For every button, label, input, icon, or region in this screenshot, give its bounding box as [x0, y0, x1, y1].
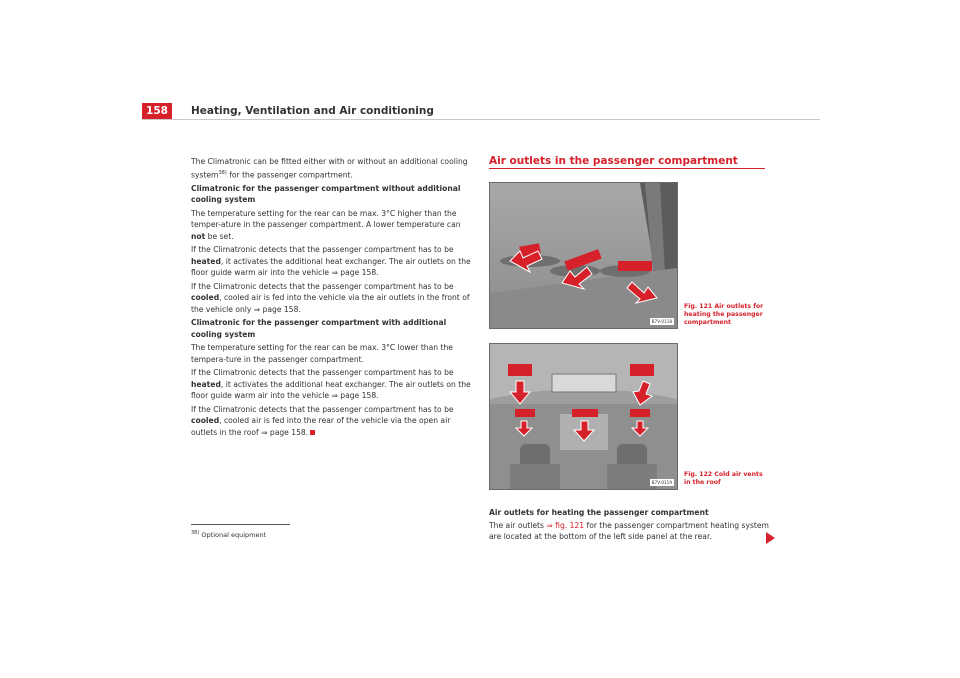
section-title: Air outlets in the passenger compartment — [489, 155, 738, 167]
chapter-title: Heating, Ventilation and Air conditioning — [191, 105, 434, 117]
figure-code: B7V-0118 — [651, 319, 672, 324]
paragraph: If the Climatronic detects that the passenger compartment has to be heated, it activates the additional heat exchanger. The air outlets on the floor guide warm air into the vehicle ⇒ page 158. — [191, 368, 471, 401]
end-of-section-icon — [310, 430, 315, 435]
paragraph: If the Climatronic detects that the passenger compartment has to be cooled, cooled air is fed into the rear of the vehicle via the open air outlets in the roof ⇒ page 158. — [191, 404, 454, 437]
footnote-ref: 38) — [218, 169, 227, 176]
section-divider — [489, 168, 765, 169]
right-column-body — [489, 507, 769, 543]
intro-paragraph: The Climatronic can be fitted either with or without an additional cooling system$^{38)}$ for the passenger compartment. — [191, 157, 468, 180]
left-column — [191, 156, 471, 440]
footnote-divider — [191, 524, 290, 525]
paragraph: If the Climatronic detects that the passenger compartment has to be cooled, cooled air is fed into the vehicle via the air outlets in the front of the vehicle only ⇒ page 158. — [191, 281, 470, 314]
header-divider — [142, 119, 820, 120]
figure-121-heating-outlets — [489, 182, 678, 329]
next-page-arrow-icon[interactable] — [766, 532, 775, 544]
subheading-heating-outlets: Air outlets for heating the passenger compartment — [489, 508, 709, 517]
subheading-with-cooling: Climatronic for the passenger compartment with additional cooling system — [191, 318, 447, 339]
heating-outlets-illustration — [490, 183, 677, 328]
figure-122-roof-vents — [489, 343, 678, 490]
subheading-without-cooling: Climatronic for the passenger compartment without additional cooling system — [191, 183, 461, 205]
roof-vents-illustration — [490, 344, 677, 489]
figure-121-caption: Fig. 121 Air outlets for heating the passenger compartment — [684, 303, 764, 326]
paragraph: The temperature setting for the rear can be max. 3°C lower than the tempera-ture in the passenger compartment. — [191, 343, 453, 364]
footnote: $^{38)}$ Optional equipment — [191, 530, 267, 540]
paragraph: The air outlets ⇒ fig. 121 for the passenger compartment heating system are located at the bottom of the left side panel at the rear. — [489, 520, 769, 541]
figure-code: B7V-0119 — [651, 480, 672, 485]
figure-reference-link[interactable]: ⇒ fig. 121 — [546, 520, 585, 530]
page-number: 158 — [146, 105, 168, 117]
paragraph: If the Climatronic detects that the passenger compartment has to be heated, it activates the additional heat exchanger. The air outlets on the floor guide warm air into the vehicle ⇒ page 158. — [191, 245, 471, 278]
paragraph: The temperature setting for the rear can be max. 3°C higher than the temper-ature in the passenger compartment. A lower temperature can not be set. — [191, 208, 461, 241]
figure-122-caption: Fig. 122 Cold air vents in the roof — [684, 471, 763, 486]
